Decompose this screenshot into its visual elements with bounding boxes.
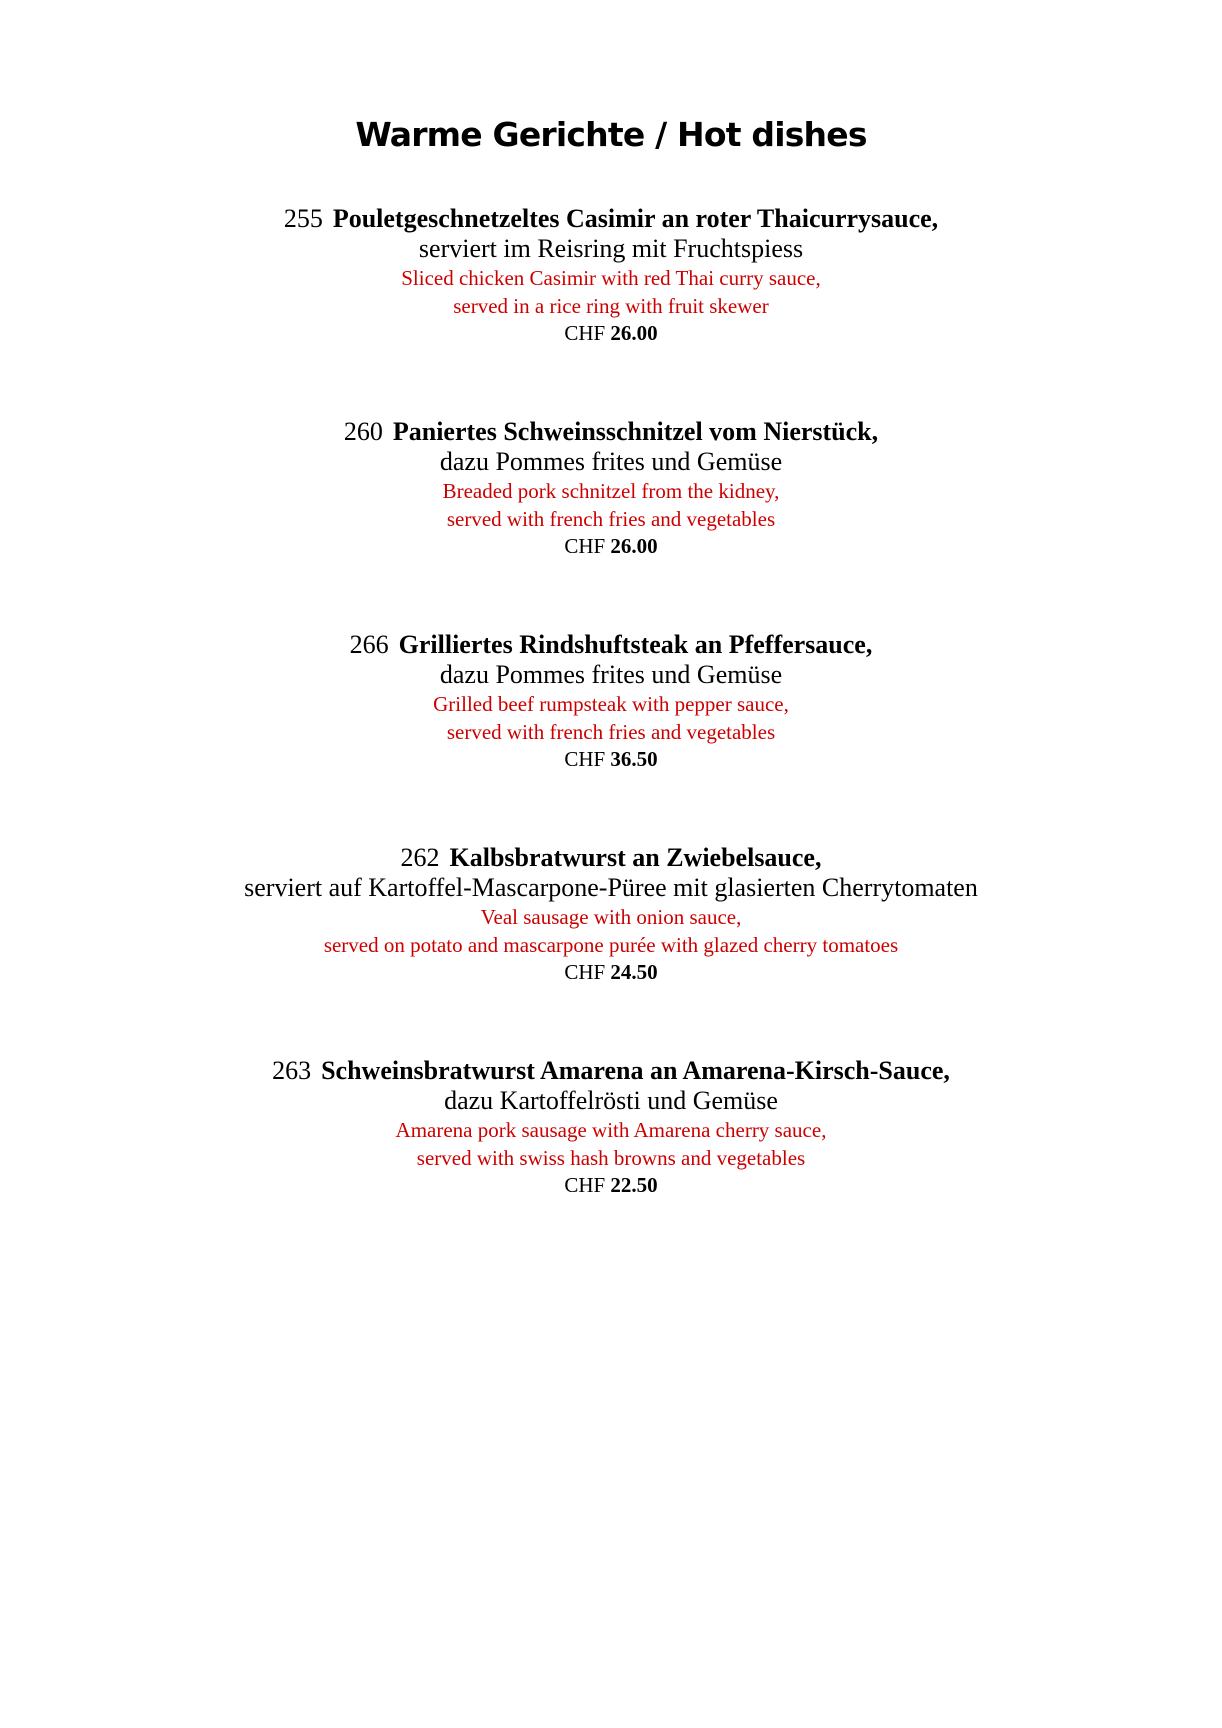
dish-number: 262 <box>400 843 440 872</box>
menu-item <box>0 843 1222 986</box>
dish-name-en: Sliced chicken Casimir with red Thai curry sauce, <box>401 266 821 290</box>
menu-item <box>0 417 1222 560</box>
dish-price <box>0 533 1222 560</box>
dish-name-en: Breaded pork schnitzel from the kidney, <box>442 479 780 503</box>
dish-number: 255 <box>283 204 323 233</box>
dish-number: 263 <box>272 1056 312 1085</box>
price-amount: 22.50 <box>610 1173 658 1197</box>
dish-price <box>0 959 1222 986</box>
dish-name: Kalbsbratwurst an Zwiebelsauce, <box>449 843 822 872</box>
price-amount: 36.50 <box>610 747 658 771</box>
dish-description-de: dazu Pommes frites und Gemüse <box>439 660 783 689</box>
dish-description-de: serviert auf Kartoffel-Mascarpone-Püree mit glasierten Cherrytomaten <box>244 873 978 902</box>
dish-description-de: dazu Pommes frites und Gemüse <box>439 447 783 476</box>
dish-number: 266 <box>349 630 389 659</box>
price-amount: 24.50 <box>610 960 658 984</box>
dish-heading <box>0 417 1222 446</box>
dish-description-en: served with french fries and vegetables <box>446 507 776 531</box>
dish-price <box>0 320 1222 347</box>
dish-description-de: dazu Kartoffelrösti und Gemüse <box>444 1086 778 1115</box>
dish-price <box>0 746 1222 773</box>
menu-item <box>0 204 1222 347</box>
dish-heading <box>0 843 1222 872</box>
dish-price <box>0 1172 1222 1199</box>
dish-heading <box>0 1056 1222 1085</box>
price-amount: 26.00 <box>610 321 658 345</box>
dish-description-en: served with french fries and vegetables <box>446 720 776 744</box>
dish-description-en: served with swiss hash browns and vegetables <box>416 1146 806 1170</box>
dish-name: Paniertes Schweinsschnitzel vom Nierstück, <box>392 417 879 446</box>
dish-number: 260 <box>343 417 383 446</box>
page-title: Warme Gerichte / Hot dishes <box>355 115 867 154</box>
dish-name: Pouletgeschnetzeltes Casimir an roter Thaicurrysauce, <box>332 204 939 233</box>
price-currency: CHF <box>564 747 606 771</box>
dish-name: Schweinsbratwurst Amarena an Amarena-Kirsch-Sauce, <box>321 1056 950 1085</box>
price-currency: CHF <box>564 1173 606 1197</box>
dish-heading <box>0 630 1222 659</box>
price-currency: CHF <box>564 321 606 345</box>
dish-name: Grilliertes Rindshuftsteak an Pfeffersauce, <box>398 630 873 659</box>
dish-description-de: serviert im Reisring mit Fruchtspiess <box>418 234 804 263</box>
dish-description-en: served on potato and mascarpone purée with glazed cherry tomatoes <box>323 933 899 957</box>
price-currency: CHF <box>564 960 606 984</box>
dish-name-en: Amarena pork sausage with Amarena cherry sauce, <box>395 1118 827 1142</box>
price-amount: 26.00 <box>610 534 658 558</box>
price-currency: CHF <box>564 534 606 558</box>
dish-name-en: Veal sausage with onion sauce, <box>480 905 742 929</box>
dish-name-en: Grilled beef rumpsteak with pepper sauce, <box>433 692 789 716</box>
menu-item <box>0 1056 1222 1199</box>
menu-item <box>0 630 1222 773</box>
dish-heading <box>0 204 1222 233</box>
dish-description-en: served in a rice ring with fruit skewer <box>453 294 769 318</box>
